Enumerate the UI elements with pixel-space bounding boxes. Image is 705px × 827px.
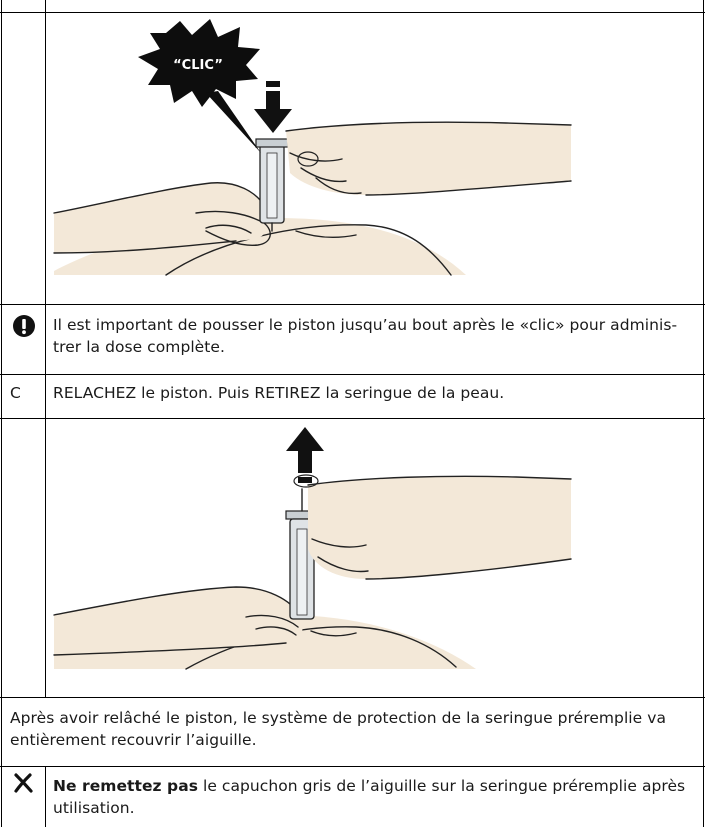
push-plunger-illustration	[46, 13, 703, 304]
table-border	[0, 766, 705, 767]
step-text: RELACHEZ le piston. Puis RETIREZ la seringue de la peau.	[53, 384, 505, 402]
warning-text: Il est important de pousser le piston jusqu’au bout après le «clic» pour adminis-trer la dose complète.	[53, 316, 678, 356]
dont-bold: Ne remettez pas	[53, 777, 198, 795]
table-border	[0, 697, 705, 698]
table-border	[1, 0, 2, 827]
withdraw-syringe-illustration	[46, 419, 703, 697]
cross-mark-icon	[12, 772, 34, 798]
table-border	[703, 0, 704, 827]
table-border	[0, 374, 705, 375]
step-label: C	[10, 384, 21, 402]
dont-text	[53, 775, 695, 819]
exclamation-icon	[12, 314, 36, 342]
dont-rest: le capuchon gris de l’aiguille sur la seringue préremplie après utilisation.	[53, 777, 686, 817]
table-border	[45, 766, 46, 827]
info-text: Après avoir relâché le piston, le système de protection de la seringue préremplie va entièrement recouvrir l’aiguille.	[10, 709, 666, 749]
table-border	[0, 304, 705, 305]
clic-label: “CLIC”	[173, 58, 223, 73]
